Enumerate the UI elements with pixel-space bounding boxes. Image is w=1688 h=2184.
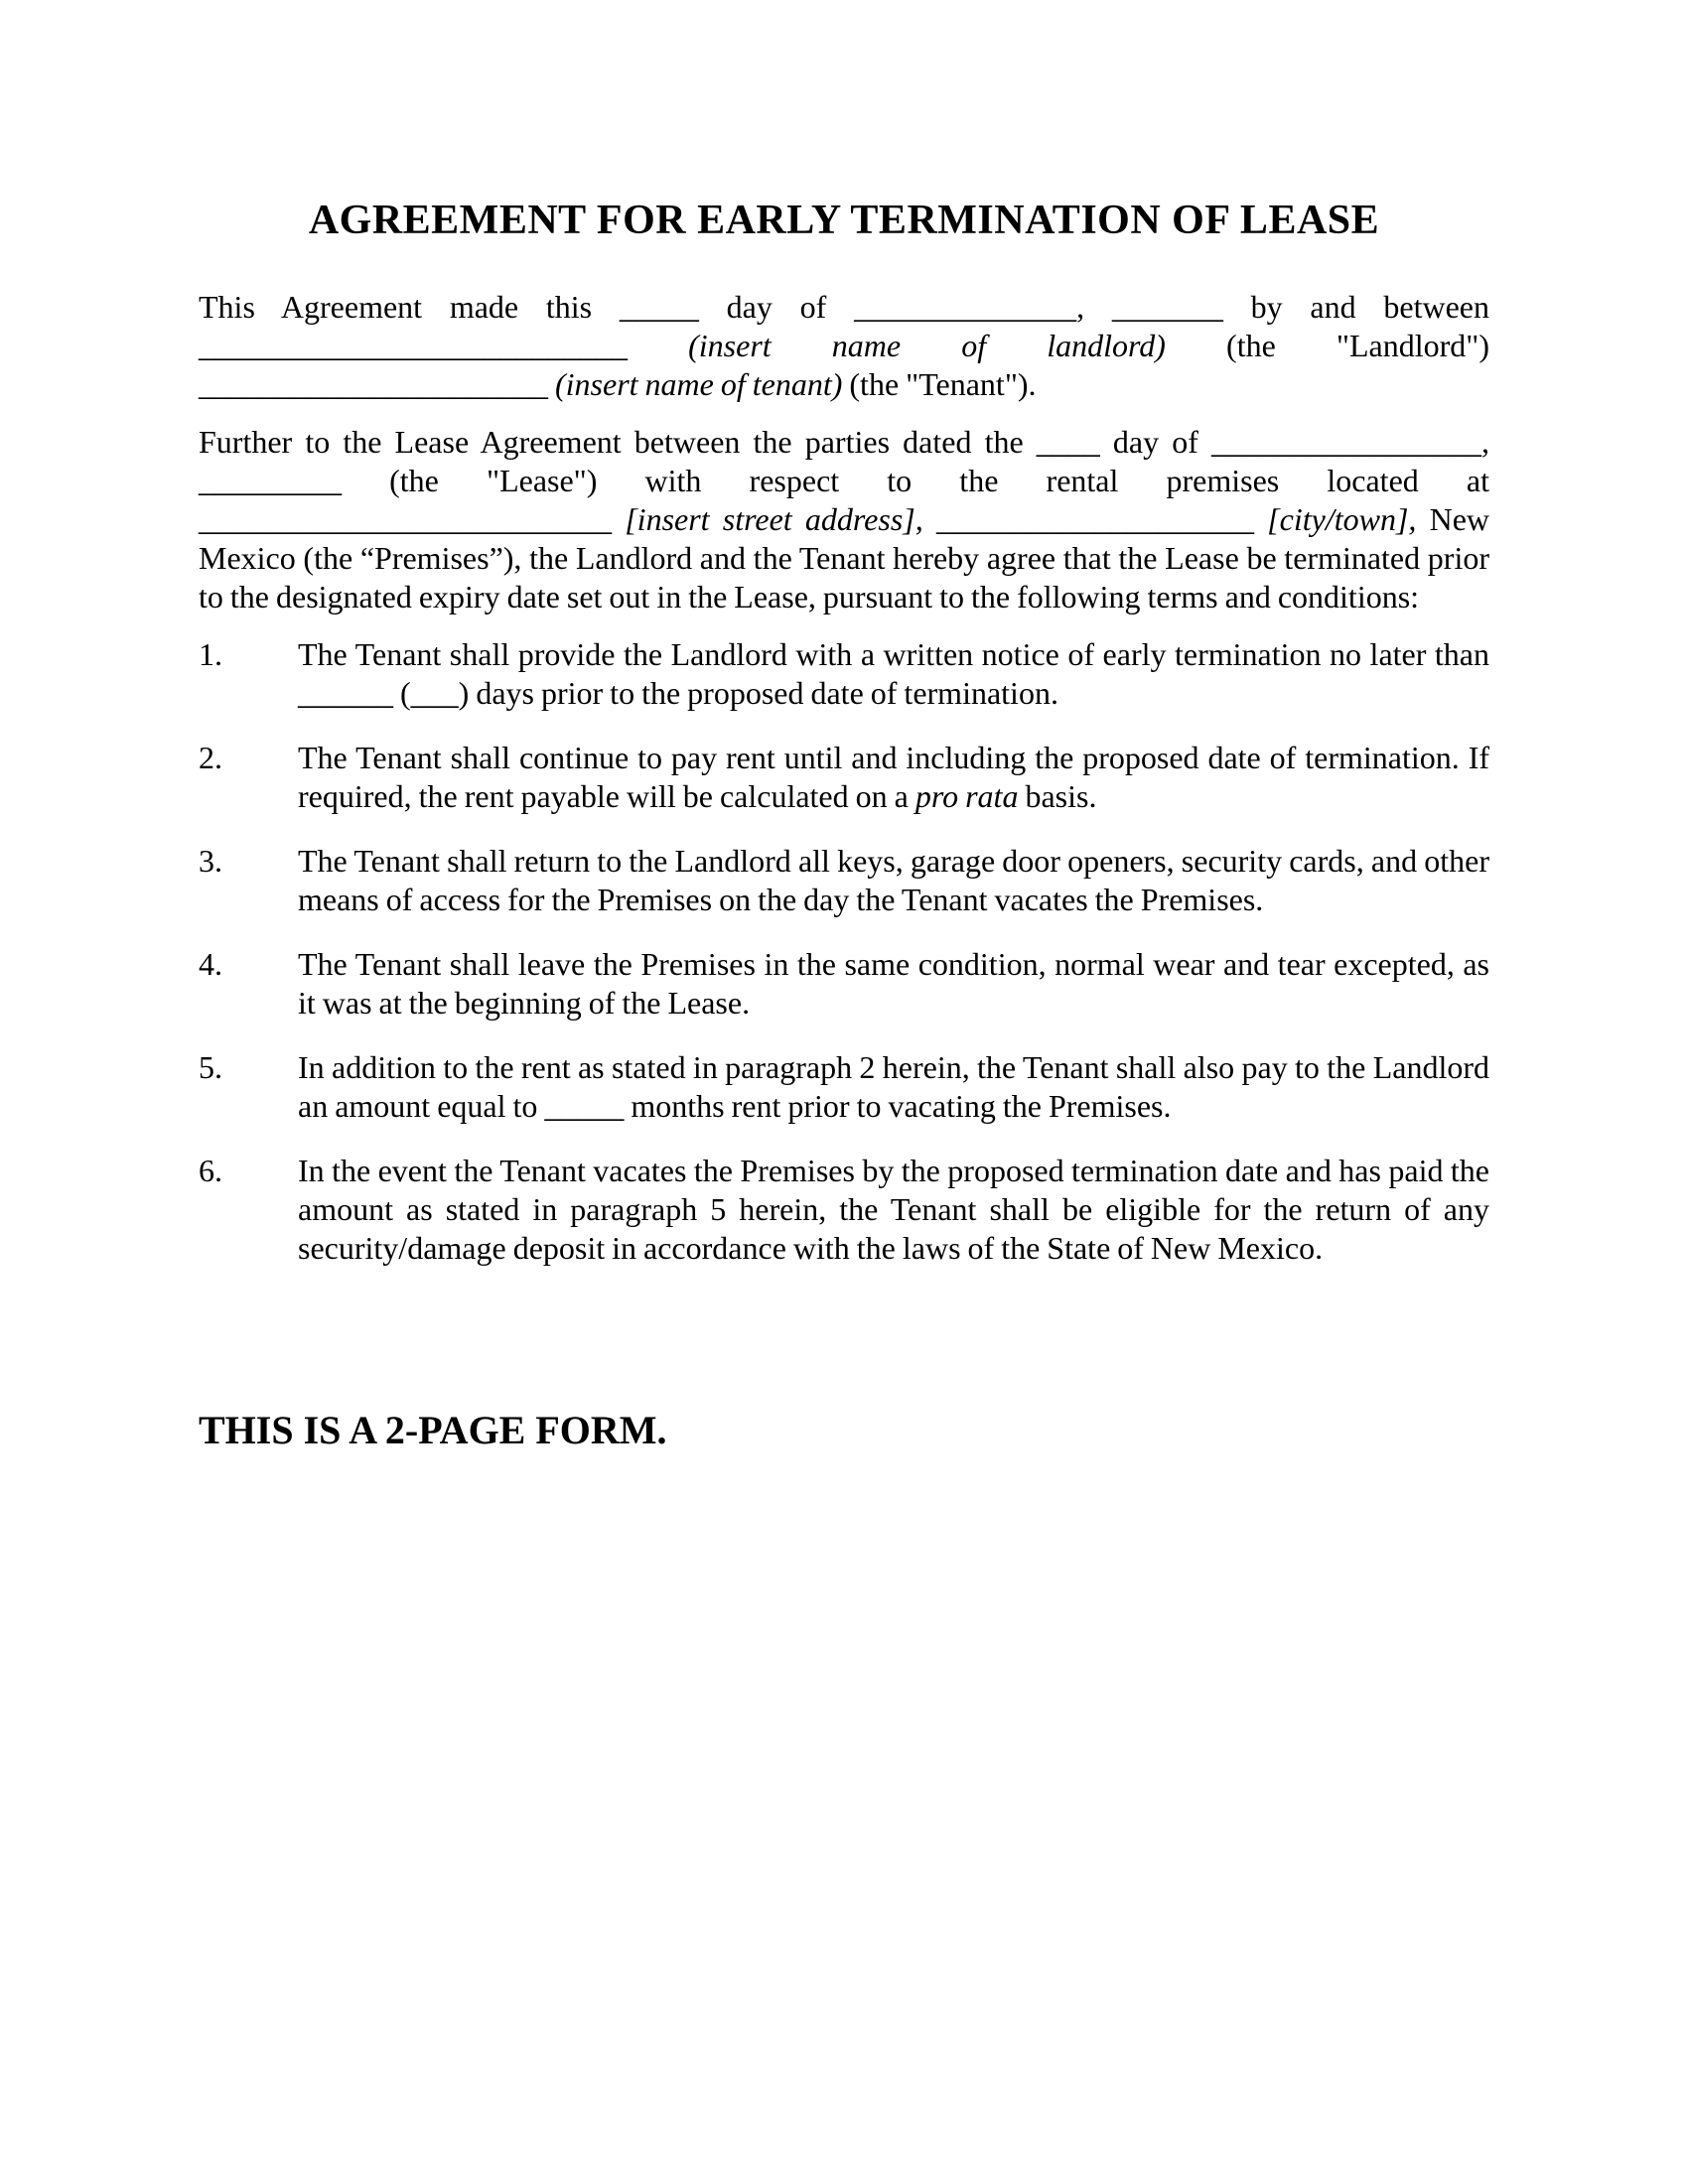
text-segment: (insert name of tenant): [555, 366, 843, 402]
clause-text: [298, 842, 1489, 919]
text-segment: (the "Tenant").: [842, 366, 1037, 402]
clause-item-6: [199, 1152, 1489, 1268]
clause-list: [199, 635, 1489, 1268]
text-segment: [city/town],: [1267, 501, 1417, 537]
text-segment: The Tenant shall continue to pay rent until and including the proposed date of termination. If required, the rent payable will be calculated on a: [298, 740, 1489, 814]
text-segment: [insert street address],: [625, 501, 923, 537]
text-segment: (insert name of landlord): [688, 328, 1166, 363]
clause-text: [298, 635, 1489, 713]
clause-text: [298, 1048, 1489, 1126]
clause-item-3: [199, 842, 1489, 919]
clause-number: 6.: [199, 1153, 222, 1188]
text-segment: In the event the Tenant vacates the Premises by the proposed termination date and has paid the amount as stated in paragraph 5 herein, the Tenant shall be eligible for the return of any security/damage deposit in accordance with the laws of the State of New Mexico.: [298, 1153, 1489, 1266]
intro-paragraph: [199, 288, 1489, 404]
clause-text: [298, 1152, 1489, 1268]
text-segment: Further to the Lease Agreement between the parties dated the ____ day of _________________, _________ (the "Lease") with respect to the rental premises located at __________________________: [199, 424, 1489, 537]
text-segment: In addition to the rent as stated in paragraph 2 herein, the Tenant shall also pay to the Landlord an amount equal to _____ months rent prior to vacating the Premises.: [298, 1049, 1489, 1124]
clause-item-1: [199, 635, 1489, 713]
clause-item-5: [199, 1048, 1489, 1126]
text-segment: (the "Landlord") ______________________: [199, 328, 1490, 402]
clause-text: [298, 739, 1489, 816]
clause-number: 1.: [199, 636, 222, 672]
text-segment: basis.: [1018, 778, 1097, 814]
clause-text: [298, 945, 1489, 1023]
text-segment: New Mexico (the “Premises”), the Landlord and the Tenant hereby agree that the Lease be terminated prior to the designated expiry date set out in the Lease, pursuant to the following terms and conditions:: [199, 501, 1490, 614]
clause-number: 3.: [199, 843, 222, 879]
clause-item-2: [199, 739, 1489, 816]
text-segment: The Tenant shall return to the Landlord all keys, garage door openers, security cards, and other means of access for the Premises on the day the Tenant vacates the Premises.: [298, 843, 1489, 917]
clause-number: 5.: [199, 1049, 222, 1085]
page-count-note: THIS IS A 2-PAGE FORM.: [199, 1408, 667, 1452]
text-segment: The Tenant shall provide the Landlord with a written notice of early termination no later than ______ (___) days prior to the proposed date of termination.: [298, 636, 1489, 711]
text-segment: ____________________: [922, 501, 1268, 537]
clause-number: 4.: [199, 946, 222, 982]
recitals-paragraph: [199, 423, 1489, 616]
text-segment: pro rata: [914, 778, 1019, 814]
text-segment: The Tenant shall leave the Premises in the same condition, normal wear and tear excepted, as it was at the beginning of the Lease.: [298, 946, 1489, 1021]
clause-item-4: [199, 945, 1489, 1023]
document-title: AGREEMENT FOR EARLY TERMINATION OF LEASE: [308, 198, 1380, 243]
clause-number: 2.: [199, 740, 222, 775]
text-segment: This Agreement made this _____ day of ______________, _______ by and between ___________________________: [199, 289, 1489, 363]
